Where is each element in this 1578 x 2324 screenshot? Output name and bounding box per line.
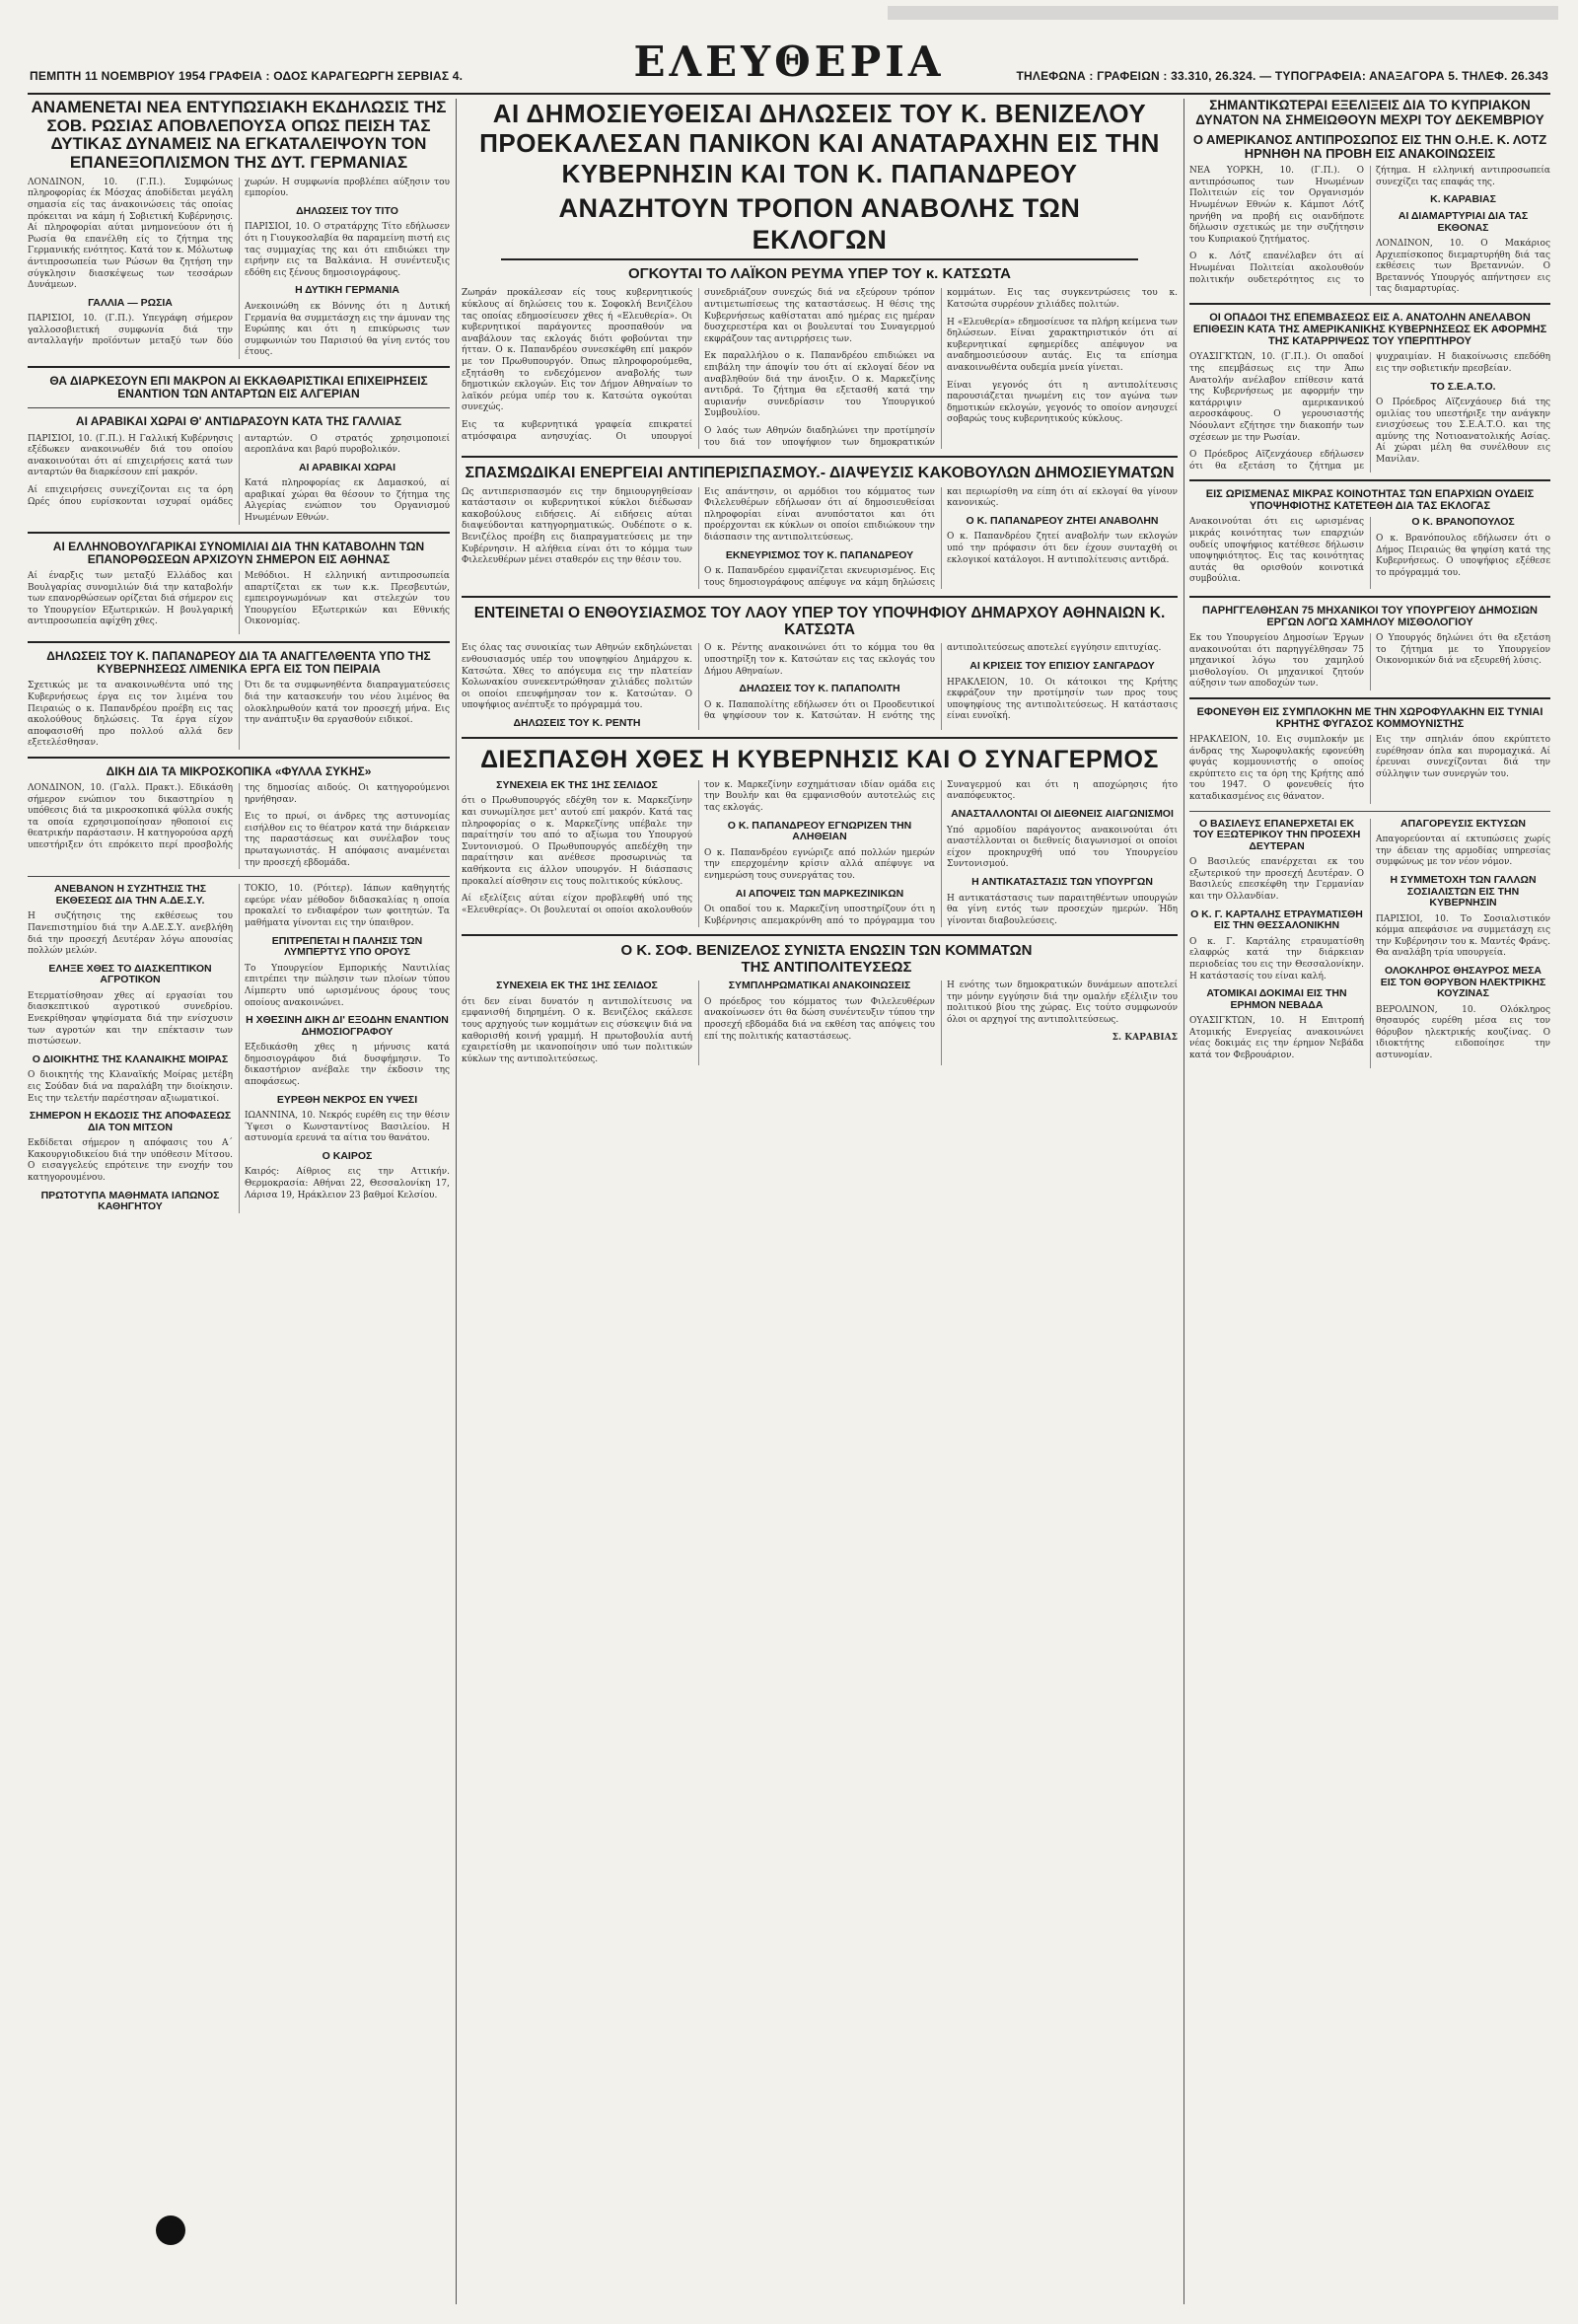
main-subheadline: ΟΓΚΟΥΤΑΙ ΤΟ ΛΑΪΚΟΝ ΡΕΥΜΑ ΥΠΕΡ ΤΟΥ κ. ΚΑΤΣΩΤΑ: [627, 265, 1012, 283]
filler-text: ΟΥΑΣΙΓΚΤΩΝ, 10. (Γ.Π.). Οι οπαδοί της επεμβάσεως εις την Άπω Ανατολήν ανέλαβον επίθεσιν κατά της Κυβερνήσεως με αφορμήν την κατάρριψιν αμερικανικού αεροσκάφους. Ο γερουσιαστής Νόουλαντ εζήτησε την διακοπήν των σχέσεων με την Ρωσίαν.: [1189, 352, 1364, 443]
headline-soviet: ΑΝΑΜΕΝΕΤΑΙ ΝΕΑ ΕΝΤΥΠΩΣΙΑΚΗ ΕΚΔΗΛΩΣΙΣ ΤΗΣ ΣΟΒ. ΡΩΣΙΑΣ ΑΠΟΒΛΕΠΟΥΣΑ ΟΠΩΣ ΠΕΙΣΗ ΤΑΣ ΔΥΤΙΚΑΣ ΔΥΝΑΜΕΙΣ ΝΑ ΕΓΚΑΤΑΛΕΙΨΟΥΝ ΤΟΝ ΕΠΑΝΕΞΟΠΛΙΣΜΟΝ ΤΗΣ ΔΥΤ. ΓΕΡΜΑΝΙΑΣ: [31, 99, 447, 173]
filler-text: ότι ο Πρωθυπουργός εδέχθη τον κ. Μαρκεζίνην και συνωμίλησε μετ' αυτού επί μακρόν. Κατά τας πληροφορίας ο κ. Μαρκεζίνης υπέβαλε την παραίτησίν του από το αξίωμα του Υπουργού Συντονισμού. Ο Πρωθυπουργός απεδέχθη την παραίτησιν και ανέθεσε προσωρινώς τα καθήκοντα εις άλλον υπουργόν. Η διάσπασις προκαλεί αίσθησιν εις τους πολιτικούς κύκλους.: [462, 796, 692, 887]
filler-text: ότι δεν είναι δυνατόν η αντιπολίτευσις να εμφανισθή διηρημένη. Ο κ. Βενιζέλος εκάλεσε τους αρχηγούς των κομμάτων εις σύσκεψιν διά να καθορισθή κοινή γραμμή. Η πρωτοβουλία αυτή εχαιρετίσθη με ικανοποίησιν υπό των πολιτικών κύκλων της αντιπολιτεύσεως.: [462, 996, 692, 1064]
separator: [1189, 596, 1550, 598]
headline-government-split: ΔΙΕΣΠΑΣΘΗ ΧΘΕΣ Η ΚΥΒΕΡΝΗΣΙΣ ΚΑΙ Ο ΣΥΝΑΓΕΡΜΟΣ: [480, 745, 1159, 773]
separator: [462, 934, 1178, 936]
filler-text: Το Υπουργείον Εμπορικής Ναυτιλίας επιτρέπει την πώλησιν των πλοίων τύπου Λίμπερτυ υπό ωρισμένους όρους τους οποίους ανακοινώνει.: [245, 963, 450, 1008]
filler-text: Εις απάντησιν, οι αρμόδιοι του κόμματος των Φιλελευθέρων εδήλωσαν ότι αί δημοσιευθείσαι πληροφορίαι είναι ανυπόστατοι και ότι προέρχονται εκ κύκλων οι οποίοι επιδιώκουν την διάσπασιν της αντιπολιτεύσεως.: [704, 486, 935, 544]
filler-text: ΗΡΑΚΛΕΙΟΝ, 10. Εις συμπλοκήν με άνδρας της Χωροφυλακής εφονεύθη φυγάς κομμουνιστής ο οποίος εκρύπτετο εις τα όρη της Κρήτης από του 1947. Ο φονευθείς ήτο καταδικασμένος εις θάνατον.: [1189, 735, 1364, 803]
separator: [1189, 697, 1550, 699]
continuation-note: ΣΥΝΕΧΕΙΑ ΕΚ ΤΗΣ 1ΗΣ ΣΕΛΙΔΟΣ: [496, 980, 658, 992]
separator: [28, 641, 450, 643]
headline-agrarian-conference: ΕΛΗΞΕ ΧΘΕΣ ΤΟ ΔΙΑΣΚΕΠΤΙΚΟΝ ΑΓΡΟΤΙΚΟΝ: [48, 962, 212, 986]
filler-text: Αί εξελίξεις αύται είχον προβλεφθή υπό της «Ελευθερίας». Οι βουλευταί οι οποίοι ακολουθούν τον κ. Μαρκεζίνην εσχημάτισαν ιδίαν ομάδα εις την Βουλήν και θα εμφανισθούν αυτοτελώς εις τας εκλογάς.: [462, 779, 935, 915]
filler-text: Εις την σπηλιάν όπου εκρύπτετο ευρέθησαν όπλα και πυρομαχικά. Αί έρευναι συνεχίζονται διά την σύλληψιν των συνεργών του.: [1376, 735, 1550, 779]
headline-communities: ΕΙΣ ΩΡΙΣΜΕΝΑΣ ΜΙΚΡΑΣ ΚΟΙΝΟΤΗΤΑΣ ΤΩΝ ΕΠΑΡΧΙΩΝ ΟΥΔΕΙΣ ΥΠΟΨΗΦΙΟΤΗΣ ΚΑΤΕΤΕΘΗ ΔΙΑ ΤΑΣ ΕΚΛΟΓΑΣ: [1205, 488, 1535, 513]
subhead-rentis: ΔΗΛΩΣΕΙΣ ΤΟΥ Κ. ΡΕΝΤΗ: [513, 717, 641, 730]
filler-text: Εις τα κυβερνητικά γραφεία επικρατεί ατμόσφαιρα ανησυχίας. Οι υπουργοί συνεδριάζουν συνεχώς διά να εξεύρουν τρόπον αντιμετωπίσεως της καταστάσεως. Η θέσις της Κυβερνήσεως καθίσταται από ημέρας εις ημέραν δυσχερεστέρα και οι βουλευταί του Συναγερμού εκφράζουν τας αντιρρήσεις των.: [462, 288, 935, 442]
headline-greek-bulgarian: ΑΙ ΕΛΛΗΝΟΒΟΥΛΓΑΡΙΚΑΙ ΣΥΝΟΜΙΛΙΑΙ ΔΙΑ ΤΗΝ ΚΑΤΑΒΟΛΗΝ ΤΩΝ ΕΠΑΝΟΡΘΩΣΕΩΝ ΑΡΧΙΖΟΥΝ ΣΗΜΕΡΟΝ ΕΙΣ ΑΘΗΝΑΣ: [52, 539, 425, 566]
filler-text: Ο κ. Παπανδρέου εμφανίζεται εκνευρισμένος. Εις τους δημοσιογράφους απέφυγε να κάμη δηλώσεις και περιωρίσθη να είπη ότι αί εκλογαί θα γίνουν κανονικώς.: [704, 486, 1178, 588]
headline-king-returns: Ο ΒΑΣΙΛΕΥΣ ΕΠΑΝΕΡΧΕΤΑΙ ΕΚ ΤΟΥ ΕΞΩΤΕΡΙΚΟΥ ΤΗΝ ΠΡΟΣΕΧΗ ΔΕΥΤΕΡΑΝ: [1192, 817, 1361, 852]
phone-line: ΤΗΛΕΦΩΝΑ : ΓΡΑΦΕΙΩΝ : 33.310, 26.324. — ΤΥΠΟΓΡΑΦΕΙΑ: ΑΝΑΞΑΓΟΡΑ 5. ΤΗΛΕΦ. 26.343: [1016, 69, 1548, 83]
newspaper-title: ΕΛΕΥΘΕΡΙΑ: [633, 37, 945, 86]
headline-fig-leaves: ΔΙΚΗ ΔΙΑ ΤΑ ΜΙΚΡΟΣΚΟΠΙΚΑ «ΦΥΛΛΑ ΣΥΚΗΣ»: [106, 763, 372, 778]
filler-text: Αί επιχειρήσεις συνεχίζονται εις τα όρη Ωρές όπου ευρίσκονται ισχυραί ομάδες ανταρτών. Ο στρατός χρησιμοποιεί αεροπλάνα και βαρύ πυροβολικόν.: [28, 433, 450, 507]
headline-venizelos-union: Ο Κ. ΣΟΦ. ΒΕΝΙΖΕΛΟΣ ΣΥΝΙΣΤΑ ΕΝΩΣΙΝ ΤΩΝ ΚΟΜΜΑΤΩΝ ΤΗΣ ΑΝΤΙΠΟΛΙΤΕΥΣΕΩΣ: [620, 942, 1033, 976]
filler-text: Κατά πληροφορίας εκ Δαμασκού, αί αραβικαί χώραι θα θέσουν το ζήτημα της Αλγερίας ενώπιον του Οργανισμού Ηνωμένων Εθνών.: [245, 478, 450, 524]
separator: [462, 596, 1178, 598]
headline-lodge: Ο ΑΜΕΡΙΚΑΝΟΣ ΑΝΤΙΠΡΟΣΩΠΟΣ ΕΙΣ ΤΗΝ Ο.Η.Ε. Κ. ΛΟΤΖ ΗΡΝΗΘΗ ΝΑ ΠΡΟΒΗ ΕΙΣ ΑΝΑΚΟΙΝΩΣΕΙΣ: [1192, 131, 1547, 161]
filler-text: Απαγορεύονται αί εκτυπώσεις χωρίς την άδειαν της αρμοδίας υπηρεσίας συμφώνως με τον νέον νόμον.: [1376, 835, 1550, 868]
headline-cyprus: ΣΗΜΑΝΤΙΚΩΤΕΡΑΙ ΕΞΕΛΙΞΕΙΣ ΔΙΑ ΤΟ ΚΥΠΡΙΑΚΟΝ ΔΥΝΑΤΟΝ ΝΑ ΣΗΜΕΙΩΘΟΥΝ ΜΕΧΡΙ ΤΟΥ ΔΕΚΕΜΒΡΙΟΥ: [1195, 99, 1544, 127]
center-column: [462, 99, 1178, 2304]
headline-french-socialists: Η ΣΥΜΜΕΤΟΧΗ ΤΩΝ ΓΑΛΛΩΝ ΣΟΣΙΑΛΙΣΤΩΝ ΕΙΣ ΤΗΝ ΚΥΒΕΡΝΗΣΙΝ: [1390, 873, 1537, 909]
filler-text: ΗΡΑΚΛΕΙΟΝ, 10. Οι κάτοικοι της Κρήτης εκφράζουν την προτίμησίν των προς τους υποψηφίους της αντιπολιτεύσεως. Η κατάστασις είναι ευνοϊκή.: [947, 677, 1178, 722]
main-article-body: Ζωηράν προκάλεσαν είς τους κυβερνητικούς κύκλους αί δηλώσεις του κ. Σοφοκλή Βενιζέλου τας οποίας εδημοσίευσεν χθες ή «Ελευθερία». Οι κυβερνητικοί παράγοντες προσπαθούν να αναβάλουν τας εκλογάς διότι φοβούνται την ήτταν. Ο κ. Παπανδρέου συνεσκέφθη επί μακρόν με τον Πρωθυπουργόν. Όπως πληροφορούμεθα, εξητάσθη το ενδεχόμενον αναβολής των δημοτικών εκλογών. Εις τον Δήμον Αθηναίων το λαϊκόν ρεύμα υπέρ του κ. Κατσώτα ογκούται συνεχώς.: [462, 288, 692, 413]
filler-text: Ο κ. Παπανδρέου εγνώριζε από πολλών ημερών την επερχομένην κρίσιν αλλά απέφυγε να ενημερώση τους συνεργάτας του.: [704, 847, 935, 881]
filler-text: ΠΑΡΙΣΙΟΙ, 10. (Γ.Π.). Υπεγράφη σήμερον γαλλοσοβιετική συμφωνία διά την ανταλλαγήν προϊόντων μεταξύ των δύο χωρών. Η συμφωνία προβλέπει αύξησιν του εμπορίου.: [28, 177, 450, 347]
separator: [1189, 479, 1550, 481]
filler-text: Ο Πρόεδρος Αϊζενχάουερ εδήλωσεν ότι θα εξετάση το ζήτημα με ψυχραιμίαν. Η διακοίνωσις επεδόθη εις την σοβιετικήν πρεσβείαν.: [1189, 352, 1550, 472]
filler-text: Εις το πρωί, οι άνδρες της αστυνομίας εισήλθον εις το θέατρον κατά την διάρκειαν της παραστάσεως και συνέλαβον τους πρωταγωνιστάς. Η απόφασις αναμένεται την προσεχή εβδομάδα.: [245, 812, 450, 868]
filler-text: Ο κ. Παπανδρέου ζητεί αναβολήν των εκλογών υπό την πρόφασιν ότι δεν έχουν συνταχθή οι εκλογικοί κατάλογοι. Η αντιπολίτευσις αντιδρά.: [947, 532, 1178, 565]
filler-text: Ο πρόεδρος του κόμματος των Φιλελευθέρων ανακοίνωσεν ότι θα δώση συνέντευξιν τύπου την προσεχή εβδομάδα διά να εκθέση τας απόψεις του επί της πολιτικής καταστάσεως.: [704, 996, 935, 1042]
filler-text: ΤΟΚΙΟ, 10. (Ρόιτερ). Ιάπων καθηγητής εφεύρε νέαν μέθοδον διδασκαλίας η οποία προκαλεί το ενδιαφέρον των φοιτητών. Τα μαθήματα γίνονται εις την ύπαιθρον.: [245, 884, 450, 929]
headline-treasure-kitchen: ΟΛΟΚΛΗΡΟΣ ΘΗΣΑΥΡΟΣ ΜΕΣΑ ΕΙΣ ΤΟΝ ΘΟΡΥΒΟΝ ΗΛΕΚΤΡΙΚΗΣ ΚΟΥΖΙΝΑΣ: [1380, 964, 1546, 1000]
filler-text: Οι οπαδοί του κ. Μαρκεζίνη υποστηρίζουν ότι η Κυβέρνησις απεμακρύνθη από το πρόγραμμα του Συναγερμού και ότι η αποχώρησις ήτο αναπόφευκτος.: [704, 779, 1178, 926]
separator: [28, 876, 450, 877]
filler-text: Αί έναρξις των μεταξύ Ελλάδος και Βουλγαρίας συνομιλιών διά την καταβολήν των επανορθώσεων ορίζεται διά σήμερον εις το Υπουργείον Εξωτερικών. Η βουλγαρική αντιπροσωπεία αφίχθη χθες.: [28, 571, 233, 627]
separator: [28, 532, 450, 534]
headline-katsotas-enthusiasm: ΕΝΤΕΙΝΕΤΑΙ Ο ΕΝΘΟΥΣΙΑΣΜΟΣ ΤΟΥ ΛΑΟΥ ΥΠΕΡ ΤΟΥ ΥΠΟΨΗΦΙΟΥ ΔΗΜΑΡΧΟΥ ΑΘΗΝΑΙΩΝ Κ. ΚΑΤΣΩΤΑ: [473, 605, 1166, 639]
subhead-west-germany: Η ΔΥΤΙΚΗ ΓΕΡΜΑΝΙΑ: [295, 284, 399, 297]
filler-text: Ο Βασιλεύς επανέρχεται εκ του εξωτερικού την προσεχή Δευτέραν. Ο Βασιλεύς επεσκέφθη την Γερμανίαν και την Ολλανδίαν.: [1189, 857, 1364, 903]
headline-interventionists: ΟΙ ΟΠΑΔΟΙ ΤΗΣ ΕΠΕΜΒΑΣΕΩΣ ΕΙΣ Α. ΑΝΑΤΟΛΗΝ ΑΝΕΛΑΒΟΝ ΕΠΙΘΕΣΙΝ ΚΑΤΑ ΤΗΣ ΑΜΕΡΙΚΑΝΙΚΗΣ ΚΥΒΕΡΝΗΣΕΩΣ ΕΚ ΑΦΟΡΜΗΣ ΤΗΣ ΚΑΤΑΡΡΙΨΕΩΣ ΤΟΥ ΥΠΕΡΠΤΗΡΟΥ: [1192, 312, 1547, 348]
subhead-papapolitis: ΔΗΛΩΣΕΙΣ ΤΟΥ Κ. ΠΑΠΑΠΟΛΙΤΗ: [739, 683, 900, 695]
filler-text: Ο κ. Βρανόπουλος εδήλωσεν ότι ο Δήμος Πειραιώς θα ψηφίση κατά της Κυβερνήσεως. Ο υποψήφιος εξέθεσε το πρόγραμμά του.: [1376, 534, 1550, 578]
filler-text: ΒΕΡΟΛΙΝΟΝ, 10. Ολόκληρος θησαυρός ευρέθη μέσα εις τον θόρυβον ηλεκτρικής κουζίνας. Ο ιδιοκτήτης ειδοποίησε την αστυνομίαν.: [1376, 1004, 1550, 1060]
subhead-markezinis-views: ΑΙ ΑΠΟΨΕΙΣ ΤΩΝ ΜΑΡΚΕΖΙΝΙΚΩΝ: [735, 887, 904, 900]
separator: [28, 407, 450, 408]
headline-mitson-verdict: ΣΗΜΕΡΟΝ Η ΕΚΔΟΣΙΣ ΤΗΣ ΑΠΟΦΑΣΕΩΣ ΔΙΑ ΤΟΝ ΜΙΤΣΟΝ: [29, 1110, 232, 1133]
headline-limbertys: ΕΠΙΤΡΕΠΕΤΑΙ Η ΠΑΛΗΣΙΣ ΤΩΝ ΛΥΜΠΕΡΤΥΣ ΥΠΟ ΟΡΟΥΣ: [271, 934, 423, 959]
headline-papandreou-ports: ΔΗΛΩΣΕΙΣ ΤΟΥ Κ. ΠΑΠΑΝΔΡΕΟΥ ΔΙΑ ΤΑ ΑΝΑΓΓΕΛΘΕΝΤΑ ΥΠΟ ΤΗΣ ΚΥΒΕΡΝΗΣΕΩΣ ΛΙΜΕΝΙΚΑ ΕΡΓΑ ΕΙΣ ΤΟΝ ΠΕΙΡΑΙΑ: [46, 648, 431, 677]
filler-text: Η ενότης των δημοκρατικών δυνάμεων αποτελεί την μόνην εγγύησιν διά την ομαλήν εξέλιξιν του πολιτικού βίου της χώρας. Εις τούτο συμφωνούν όλοι οι αρχηγοί της αντιπολιτεύσεως.: [947, 980, 1178, 1026]
filler-text: Σχετικώς με τα ανακοινωθέντα υπό της Κυβερνήσεως έργα εις τον λιμένα του Πειραιώς ο κ. Παπανδρέου προέβη εις τας ακολούθους δηλώσεις. Τα έργα είχον αποφασισθή προ πολλού αλλά δεν εξετελέσθησαν.: [28, 681, 233, 749]
subhead-tito: ΔΗΛΩΣΕΙΣ ΤΟΥ ΤΙΤΟ: [296, 204, 398, 217]
headline-atomic-tests: ΑΤΟΜΙΚΑΙ ΔΟΚΙΜΑΙ ΕΙΣ ΤΗΝ ΕΡΗΜΟΝ ΝΕΒΑΔΑ: [1206, 987, 1347, 1011]
subhead-supplementary: ΣΥΜΠΛΗΡΩΜΑΤΙΚΑΙ ΑΝΑΚΟΙΝΩΣΕΙΣ: [728, 980, 911, 992]
subhead-competitions: ΑΝΑΣΤΑΛΛΟΝΤΑΙ ΟΙ ΔΙΕΘΝΕΙΣ ΑΙΑΓΩΝΙΣΜΟΙ: [951, 808, 1174, 821]
filler-text: ΛΟΝΔΙΝΟΝ, 10. (Γαλλ. Πρακτ.). Εδικάσθη σήμερον ενώπιον του δικαστηρίου η υπόθεσις διά τα μικροσκοπικά φύλλα συκής τα οποία εχρησιμοποίησαν ηθοποιοί εις θεατρικήν παράστασιν. Η κατηγορούσα αρχή υπεστήριξεν ότι επρόκειτο περί προσβολής της δημοσίας αιδούς. Οι κατηγορούμενοι ηρνήθησαν.: [28, 783, 450, 851]
headline-klanaiki: Ο ΔΙΟΙΚΗΤΗΣ ΤΗΣ ΚΛΑΝΑΙΚΗΣ ΜΟΙΡΑΣ: [32, 1053, 229, 1065]
signature: Σ. ΚΑΡΑΒΙΑΣ: [1112, 1032, 1178, 1043]
subhead-arab: ΑΙ ΑΡΑΒΙΚΑΙ ΧΩΡΑΙ: [298, 461, 396, 473]
date-line: ΠΕΜΠΤΗ 11 ΝΟΕΜΒΡΙΟΥ 1954 ΓΡΑΦΕΙΑ : ΟΔΟΣ ΚΑΡΑΓΕΩΡΓΗ ΣΕΡΒΙΑΣ 4.: [30, 69, 464, 83]
headline-weather: Ο ΚΑΙΡΟΣ: [322, 1149, 373, 1162]
filler-text: Εις όλας τας συνοικίας των Αθηνών εκδηλώνεται ενθουσιασμός υπέρ του υποψηφίου Δημάρχου κ. Κατσώτα. Χθες το απόγευμα εις την πλατείαν Κολωνακίου συνεκεντρώθησαν χιλιάδες πολιτών οι οποίοι επευφήμησαν τον κ. Κατσώταν. Ο υποψήφιος ανέπτυξε το πρόγραμμά του.: [462, 643, 692, 711]
filler-text: Ότι δε τα συμφωνηθέντα διαπραγματεύσεις διά την κατασκευήν του νέου λιμένος θα ολοκληρωθούν κατά τον προσεχή μήνα. Εις την ανάπτυξιν θα εργασθούν ειδικοί.: [245, 681, 450, 726]
article-arab-body: ΠΑΡΙΣΙΟΙ, 10. (Γ.Π.). Η Γαλλική Κυβέρνησις εξέδωκεν ανακοινωθέν διά του οποίου ανακοινούται ότι αί επιχειρήσεις κατά των ανταρτών θα διαρκέσουν επί μακρόν.: [28, 433, 233, 478]
separator: [1189, 303, 1550, 305]
filler-text: Η συζήτησις της εκθέσεως του Πανεπιστημίου διά την Α.ΔΕ.Σ.Υ. ανεβλήθη διά την προσεχή Δευτέραν λόγω απουσίας πολλών μελών.: [28, 911, 233, 957]
headline-arab-countries: ΑΙ ΑΡΑΒΙΚΑΙ ΧΩΡΑΙ Θ' ΑΝΤΙΔΡΑΣΟΥΝ ΚΑΤΑ ΤΗΣ ΓΑΛΛΙΑΣ: [75, 414, 402, 429]
filler-text: Ανακοινούται ότι εις ωρισμένας μικράς κοινότητας των επαρχιών ουδείς υποψήφιος κατέθεσε δήλωσιν υποψηφιότητος. Εις τας κοινότητας αυτάς θα ορισθούν κοινοτικά συμβούλια.: [1189, 517, 1364, 585]
headline-kartalis: Ο Κ. Γ. ΚΑΡΤΑΛΗΣ ΕΤΡΑΥΜΑΤΙΣΘΗ ΕΙΣ ΤΗΝ ΘΕΣΣΑΛΟΝΙΚΗΝ: [1190, 908, 1363, 932]
filler-text: Η «Ελευθερία» εδημοσίευσε τα πλήρη κείμενα των δηλώσεων. Είναι χαρακτηριστικόν ότι αί κυβερνητικαί εφημερίδες απέφυγον να αναδημοσιεύσουν αυτάς. Εις τα επίσημα ανακοινωθέντα ουδεμία μνεία γίνεται.: [947, 317, 1178, 373]
headline-japanese-professor: ΠΡΩΤΟΤΥΠΑ ΜΑΘΗΜΑΤΑ ΙΑΠΩΝΟΣ ΚΑΘΗΓΗΤΟΥ: [40, 1189, 220, 1213]
headline-journalist-trial: Η ΧΘΕΣΙΝΗ ΔΙΚΗ ΔΙ' ΕΞΟΔΗΝ ΕΝΑΝΤΙΟΝ ΔΗΜΟΣΙΟΓΡΑΦΟΥ: [246, 1014, 449, 1038]
subhead-karavias: Κ. ΚΑΡΑΒΙΑΣ: [1430, 193, 1496, 206]
subhead-france-russia: ΓΑΛΛΙΑ — ΡΩΣΙΑ: [88, 296, 173, 309]
filler-text: Εκ του Υπουργείου Δημοσίων Έργων ανακοινούται ότι παρηγγέλθησαν 75 μηχανικοί λόγω του χαμηλού μισθολογίου. Οι μηχανικοί ζητούν αύξησιν των αποδοχών των.: [1189, 632, 1364, 690]
ink-blot: [156, 2215, 185, 2245]
main-headline-2: ΑΝΑΖΗΤΟΥΝ ΤΡΟΠΟΝ ΑΝΑΒΟΛΗΣ ΤΩΝ ΕΚΛΟΓΩΝ: [501, 193, 1138, 260]
subhead-seato: ΤΟ Σ.Ε.Α.Τ.Ο.: [1430, 380, 1496, 393]
filler-text: Ο Πρόεδρος Αϊζενχάουερ διά της ομιλίας του υπεστήριξε την ανάγκην ενισχύσεως του Σ.Ε.Α.Τ.Ο. και της αμύνης της Νοτιοανατολικής Ασίας. Αί χώραι μέλη θα συνέλθουν εις Μανίλαν.: [1376, 398, 1550, 466]
filler-text: Μεθόδιοι. Η ελληνική αντιπροσωπεία απαρτίζεται εκ των κ.κ. Πρεσβευτών, εμπειρογνωμόνων και στελεχών του Υπουργείου Εξωτερικών και Εθνικής Οικονομίας.: [245, 571, 450, 627]
subhead-papandreou-postpone: Ο Κ. ΠΑΠΑΝΔΡΕΟΥ ΖΗΤΕΙ ΑΝΑΒΟΛΗΝ: [966, 514, 1159, 527]
filler-text: Ο κ. Λότζ επανέλαβεν ότι αί Ηνωμέναι Πολιτείαι ακολουθούν πολιτικήν ουδετερότητος εις το ζήτημα. Η ελληνική αντιπροσωπεία συνεχίζει τας επαφάς της.: [1189, 166, 1550, 285]
filler-text: Ο κ. Γ. Καρτάλης ετραυματίσθη ελαφρώς κατά την διάρκειαν περιοδείας του εις την Θεσσαλονίκην. Η κατάστασίς του είναι καλή.: [1189, 936, 1364, 981]
filler-text: Εξεδικάσθη χθες η μήνυσις κατά δημοσιογράφου διά δυσφήμησιν. Το δικαστήριον ανέβαλε την έκδοσιν της αποφάσεως.: [245, 1043, 450, 1087]
filler-text: Ανεκοινώθη εκ Βόννης ότι η Δυτική Γερμανία θα συμμετάσχη εις την άμυναν της Ευρώπης και ότι η επικύρωσις των συμφωνιών του Παρισιού θα γίνη εντός του έτους.: [245, 302, 450, 358]
right-column: [1189, 99, 1550, 2304]
filler-text: Είναι γεγονός ότι η αντιπολίτευσις παρουσιάζεται ηνωμένη εις τον αγώνα των δημοτικών εκλογών, γεγονός το οποίον ανησυχεί σοβαρώς τους κυβερνητικούς κύκλους.: [947, 380, 1178, 425]
filler-text: ΠΑΡΙΣΙΟΙ, 10. Το Σοσιαλιστικόν κόμμα απεφάσισε να συμμετάσχη εις την Κυβέρνησιν του κ. Μαντές Φράνς. Θα αναλάβη τρία υπουργεία.: [1376, 913, 1550, 959]
headline-algeria: ΘΑ ΔΙΑΡΚΕΣΟΥΝ ΕΠΙ ΜΑΚΡΟΝ ΑΙ ΕΚΚΑΘΑΡΙΣΤΙΚΑΙ ΕΠΙΧΕΙΡΗΣΕΙΣ ΕΝΑΝΤΙΟΝ ΤΩΝ ΑΝΤΑΡΤΩΝ ΕΙΣ ΑΛΓΕΡΙΑΝ: [49, 373, 428, 401]
filler-text: Ο Υπουργός δηλώνει ότι θα εξετάση το ζήτημα με το Υπουργείον Οικονομικών διά να εξευρεθή λύσις.: [1376, 632, 1550, 667]
headline-engineers: ΠΑΡΗΓΓΕΛΘΗΣΑΝ 75 ΜΗΧΑΝΙΚΟΙ ΤΟΥ ΥΠΟΥΡΓΕΙΟΥ ΔΗΜΟΣΙΩΝ ΕΡΓΩΝ ΛΟΓΩ ΧΑΜΗΛΟΥ ΜΙΣΘΟΛΟΓΙΟΥ: [1201, 604, 1538, 628]
filler-text: Ο κ. Ρέντης ανακοινώνει ότι το κόμμα του θα υποστηρίξη τον κ. Κατσώταν εις τας εκλογάς του Δήμου Αθηναίων.: [704, 643, 935, 677]
subhead-papandreou-irritation: ΕΚΝΕΥΡΙΣΜΟΣ ΤΟΥ Κ. ΠΑΠΑΝΔΡΕΟΥ: [725, 548, 914, 561]
filler-text: Εκ παραλλήλου ο κ. Παπανδρέου επιδιώκει να επιβάλη την άποψίν του ότι αί εκλογαί δέον να αναβληθούν διά την άνοιξιν. Ο κ. Μαρκεζίνης αντιδρά. Το ζήτημα θα εξετασθή κατά την αυριανήν συνεδρίασιν του Υπουργικού Συμβουλίου.: [704, 351, 935, 419]
subhead-papandreou-knew: Ο Κ. ΠΑΠΑΝΔΡΕΟΥ ΕΓΝΩΡΙΖΕΝ ΤΗΝ ΑΛΗΘΕΙΑΝ: [727, 819, 912, 843]
article-cyprus-body: ΝΕΑ ΥΟΡΚΗ, 10. (Γ.Π.). Ο αντιπρόσωπος των Ηνωμένων Πολιτειών είς τον Οργανισμόν Ηνωμένων Εθνών κ. Κάμποτ Λότζ ηρνήθη να προβή εις οιανδήποτε δήλωσιν σχετικώς με την συζήτησιν του Κυπριακού ζητήματος.: [1189, 166, 1364, 245]
headline-adesy: ΑΝΕΒΑΝΟΝ Η ΣΥΖΗΤΗΣΙΣ ΤΗΣ ΕΚΘΕΣΕΩΣ ΔΙΑ ΤΗΝ Α.ΔΕ.Σ.Υ.: [53, 883, 207, 907]
headline-ban: ΑΠΑΓΟΡΕΥΣΙΣ ΕΚΤΥΣΩΝ: [1400, 817, 1526, 830]
filler-text: Ο λαός των Αθηνών διαδηλώνει την προτίμησίν του διά τον υποψήφιον των δημοκρατικών κομμάτων. Εις τας συγκεντρώσεις του κ. Κατσώτα συρρέουν χιλιάδες πολιτών.: [704, 288, 1178, 448]
subhead-vranopoulos: Ο Κ. ΒΡΑΝΟΠΟΥΛΟΣ: [1411, 516, 1515, 529]
filler-text: Ετερματίσθησαν χθες αί εργασίαι του διασκεπτικού αγροτικού συνεδρίου. Ενεκρίθησαν ψηφίσματα διά την ενίσχυσιν των αγροτών και την επέκτασιν των πιστώσεων.: [28, 990, 233, 1048]
separator: [28, 757, 450, 759]
filler-text: ΟΥΑΣΙΓΚΤΩΝ, 10. Η Επιτροπή Ατομικής Ενεργείας ανακοινώνει νέας δοκιμάς εις την έρημον Νεβάδα κατά τον Φεβρουάριον.: [1189, 1016, 1364, 1060]
subhead-protests: ΑΙ ΔΙΑΜΑΡΤΥΡΙΑΙ ΔΙΑ ΤΑΣ ΕΚΘΟΝΑΣ: [1398, 210, 1529, 234]
filler-text: ΙΩΑΝΝΙΝΑ, 10. Νεκρός ευρέθη εις την θέσιν Ύψεσι ο Κωνσταντίνος Βασιλείου. Η αστυνομία ερευνά τα αίτια του θανάτου.: [245, 1111, 450, 1144]
filler-text: Ως αντιπερισπασμόν εις την δημιουργηθείσαν κατάστασιν οι κυβερνητικοί κύκλοι διέδωσαν κακοβούλους ειδήσεις. Αί ειδήσεις αύται διαψεύδονται κατηγορηματικώς. Ουδέποτε ο κ. Βενιζέλος προέβη εις διαπραγματεύσεις με την Κυβέρνησιν. Η αλήθεια είναι ότι το κόμμα των Φιλελευθέρων μένει σταθερόν εις την θέσιν του.: [462, 486, 692, 566]
scan-noise: [888, 6, 1558, 20]
left-column: [28, 99, 450, 2304]
separator: [462, 737, 1178, 739]
column-rule: [456, 99, 457, 2304]
continuation-note: ΣΥΝΕΧΕΙΑ ΕΚ ΤΗΣ 1ΗΣ ΣΕΛΙΔΟΣ: [496, 778, 658, 791]
filler-text: Η αντικατάστασις των παραιτηθέντων υπουργών θα γίνη εντός των προσεχών ημερών. Ήδη γίνονται διαβουλεύσεις.: [947, 893, 1178, 926]
filler-text: Ο διοικητής της Κλαναϊκής Μοίρας μετέβη εις Σούδαν διά να παραλάβη την διοίκησιν. Εις την τελετήν παρέστησαν αξιωματικοί.: [28, 1070, 233, 1104]
masthead-rule: [28, 93, 1550, 95]
separator: [462, 456, 1178, 458]
headline-found-dead: ΕΥΡΕΘΗ ΝΕΚΡΟΣ ΕΝ ΥΨΕΣΙ: [276, 1093, 418, 1106]
subhead-episiou: ΑΙ ΚΡΙΣΕΙΣ ΤΟΥ ΕΠΙΣΙΟΥ ΣΑΝΓΑΡΔΟΥ: [969, 660, 1155, 673]
headline-spasmodic: ΣΠΑΣΜΩΔΙΚΑΙ ΕΝΕΡΓΕΙΑΙ ΑΝΤΙΠΕΡΙΣΠΑΣΜΟΥ.- ΔΙΑΨΕΥΣΙΣ ΚΑΚΟΒΟΥΛΩΝ ΔΗΜΟΣΙΕΥΜΑΤΩΝ: [465, 465, 1175, 482]
filler-text: ΠΑΡΙΣΙΟΙ, 10. Ο στρατάρχης Τίτο εδήλωσεν ότι η Γιουγκοσλαβία θα παραμείνη πιστή εις τας συμμαχίας της και ότι επιδιώκει την ειρήνην εις τα Βαλκάνια. Η συνέντευξις εδόθη εις ξένους δημοσιογράφους.: [245, 222, 450, 278]
filler-text: Υπό αρμοδίου παράγοντος ανακοινούται ότι αναστέλλονται οι διεθνείς διαγωνισμοί οι οποίοι είχον προκηρυχθή υπό του Υπουργείου Συντονισμού.: [947, 825, 1178, 870]
filler-text: ΛΟΝΔΙΝΟΝ, 10. Ο Μακάριος Αρχιεπίσκοπος διεμαρτυρήθη διά τας εκθέσεις των Βρεταννών. Ο Βρεταννός Υπουργός απήντησεν εις τας διαμαρτυρίας.: [1376, 239, 1550, 295]
subhead-replacement: Η ΑΝΤΙΚΑΤΑΣΤΑΣΙΣ ΤΩΝ ΥΠΟΥΡΓΩΝ: [971, 875, 1153, 888]
headline-crete-clash: ΕΦΟΝΕΥΘΗ ΕΙΣ ΣΥΜΠΛΟΚΗΝ ΜΕ ΤΗΝ ΧΩΡΟΦΥΛΑΚΗΝ ΕΙΣ ΤΥΝΙΑΙ ΚΡΗΤΗΣ ΦΥΓΑΣΟΣ ΚΟΜΜΟΥΝΙΣΤΗΣ: [1196, 705, 1543, 730]
separator: [1189, 811, 1550, 812]
filler-text: Εκδίδεται σήμερον η απόφασις του Α΄ Κακουργιοδικείου διά την υπόθεσιν Μίτσου. Ο εισαγγελεύς επρότεινε την ενοχήν του κατηγορουμένου.: [28, 1138, 233, 1183]
separator: [28, 366, 450, 368]
filler-text: Ο κ. Παπαπολίτης εδήλωσεν ότι οι Προοδευτικοί θα ψηφίσουν τον κ. Κατσώταν. Η ενότης της αντιπολιτεύσεως αποτελεί εγγύησιν επιτυχίας.: [704, 643, 1162, 722]
article-soviet-body: ΛΟΝΔΙΝΟΝ, 10. (Γ.Π.). Συμφώνως πληροφορίας έκ Μόσχας άποδίδεται μεγάλη σημασία είς τας άνακοινώσεις τάς οποίας πρόκειται να κάμη ή Σοβιετική Κυβέρνησις. Αί πληροφορίαι αύται μνημονεύουν ότι ή Ρωσία θα επανέλθη είς το ζήτημα της Γερμανικής ενότητος. Κατά τον κ. Μόλωτωφ άντιπροσωπεία των Ρώσων θα ζητήση την σύγκλησιν διασκέψεως των τεσσάρων Δυνάμεων.: [28, 177, 233, 291]
filler-text: Καιρός: Αίθριος εις την Αττικήν. Θερμοκρασία: Αθήναι 22, Θεσσαλονίκη 17, Λάρισα 19, Ηράκλειον 23 βαθμοί Κελσίου.: [245, 1167, 450, 1200]
main-headline: ΑΙ ΔΗΜΟΣΙΕΥΘΕΙΣΑΙ ΔΗΛΩΣΕΙΣ ΤΟΥ Κ. ΒΕΝΙΖΕΛΟΥ ΠΡΟΕΚΑΛΕΣΑΝ ΠΑΝΙΚΟΝ ΚΑΙ ΑΝΑΤΑΡΑΧΗΝ ΕΙΣ ΤΗΝ ΚΥΒΕΡΝΗΣΙΝ ΚΑΙ ΤΟΝ Κ. ΠΑΠΑΝΔΡΕΟΥ: [479, 99, 1160, 188]
